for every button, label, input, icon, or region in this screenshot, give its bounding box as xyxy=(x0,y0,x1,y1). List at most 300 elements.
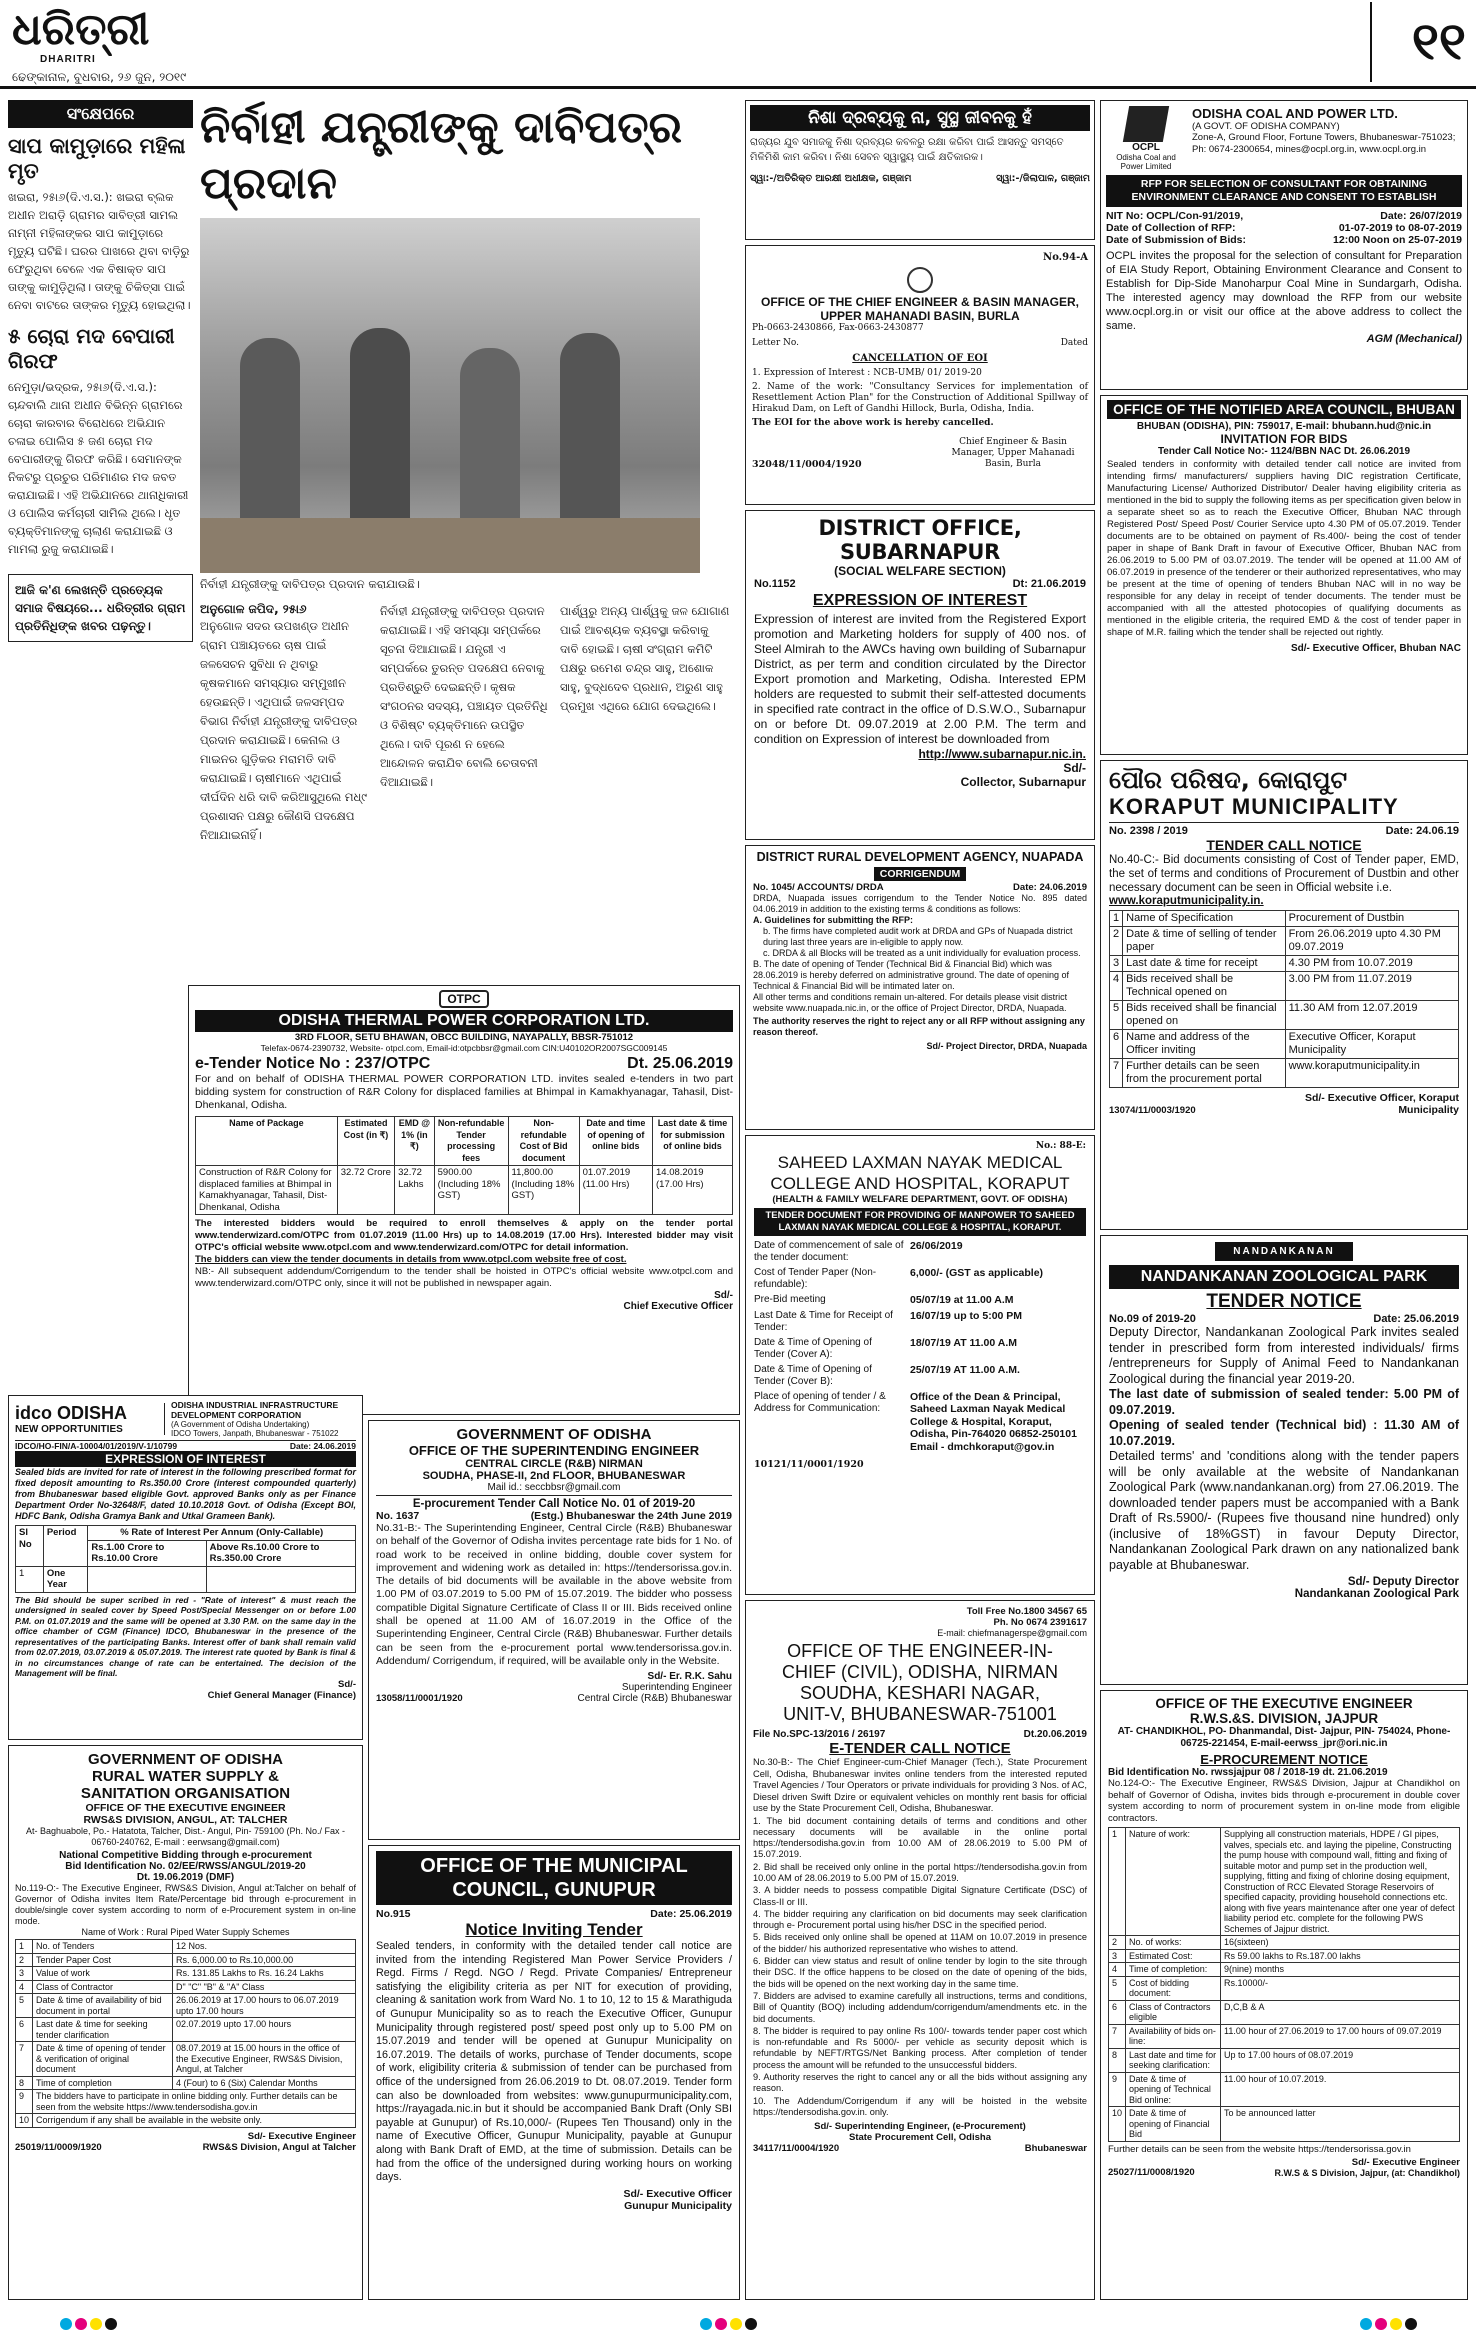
idco-row-period: One Year xyxy=(43,1566,88,1592)
rwss-ncb: National Competitive Bidding through e-procurement xyxy=(59,1850,312,1861)
otpc-sign-1: Sd/- xyxy=(714,1290,733,1301)
kor-table-row xyxy=(1110,1001,1459,1030)
idco-ref: IDCO/HO-FIN/A-10004/01/2019/V-1/10799 xyxy=(15,1441,178,1451)
brief-2-headline: ୫ ଚୋରା ମଦ ବେପାରୀ ଗିରଫ xyxy=(8,324,175,373)
sln-title-2: COLLEGE AND HOSPITAL, KORAPUT xyxy=(770,1174,1070,1193)
gun-title xyxy=(376,1851,732,1905)
kor-table xyxy=(1109,910,1459,1088)
rwss-table-cell: Rs. 131.85 Lakhs to Rs. 16.24 Lakhs xyxy=(173,1967,356,1981)
jaj-table-cell: Class of Contractors eligible xyxy=(1126,2000,1221,2024)
jaj-table-cell: 3 xyxy=(1109,1949,1126,1963)
rnb-body: No.31-B:- The Superintending Engineer, Central Circle (R&B) Bhubaneswar on behalf of the Governor of Odisha invites percentage rate bids for 1 No. of road work to be received in online bidding, double cover system for improvement and widening work as detailed in: https://tendersorissa.gov.in. The details of bid documents will be available in the above website from 1.00 PM of 03.07.2019 to 5.00 PM of 15.07.2019. The bidder who possess compatible Digital Signature Certificate of Class II or III. Bids received online shall be opened at 11.00 AM of 16.07.2019 in the Office of the Superintending Engineer, Central Circle (R&B) Bhubaneswar. Further details can be seen from the e-procurement portal www.tendersorissa.gov.in. Addendum/ Corrigendum, if required, will be available only in the Website. xyxy=(376,1522,732,1667)
nac-sub: INVITATION FOR BIDS xyxy=(1220,432,1348,446)
ad-koraput-municipality xyxy=(1100,760,1468,1230)
jaj-table-row xyxy=(1109,1949,1460,1963)
nua-body: DRDA, Nuapada issues corrigendum to the Tender Notice No. 895 dated 04.06.2019 in addition to the existing terms & conditions as follows: xyxy=(753,893,1087,914)
rnb-no: No. 1637 xyxy=(376,1510,420,1522)
kor-table-row xyxy=(1110,927,1459,956)
eic-item: 10. The Addendum/Corrigendum if any will be hoisted in the website https://tendersodisha.gov.in. only. xyxy=(753,2095,1087,2117)
ocpl-sign: AGM (Mechanical) xyxy=(1366,333,1462,345)
rnb-mail: Mail id.: seccbbsr@gmail.com xyxy=(487,1482,621,1493)
jaj-bid: Bid Identification No. rwssjajpur 08 / 2018-19 dt. 21.06.2019 xyxy=(1108,1767,1388,1778)
ad-bhuban-nac xyxy=(1100,395,1468,755)
rwss-table-cell: 3 xyxy=(16,1967,33,1981)
kor-table-cell: 7 xyxy=(1110,1059,1123,1088)
otpc-title: ODISHA THERMAL POWER CORPORATION LTD. xyxy=(195,1010,733,1032)
otpc-table-cell: 01.07.2019 (11.00 Hrs) xyxy=(579,1166,652,1215)
kor-head: TENDER CALL NOTICE xyxy=(1206,837,1362,853)
kor-table-cell: Last date & time for receipt xyxy=(1123,956,1285,972)
nua-dt: Date: 24.06.2019 xyxy=(1013,882,1087,893)
registration-marks-center xyxy=(700,2318,757,2330)
idco-org: ODISHA INDUSTRIAL INFRASTRUCTURE DEVELOPMENT CORPORATION xyxy=(171,1400,339,1420)
idco-org-2: (A Government of Odisha Undertaking) xyxy=(171,1420,310,1429)
otpc-table-header: Last date & time for submission of online bids xyxy=(653,1117,733,1166)
nua-b1: b. The firms have completed audit work at DRDA and GPs of Nuapada district during last three years are in-eligible to apply now. xyxy=(763,926,1073,947)
photo-caption: ନିର୍ବାହୀ ଯନ୍ତ୍ରୀଙ୍କୁ ଦାବିପତ୍ର ପ୍ରଦାନ କରାଯାଉଛି। xyxy=(200,577,420,591)
idco-title: ODISHA xyxy=(57,1403,128,1423)
rwss-table-cell: 10 xyxy=(16,2114,33,2128)
jaj-table-cell: Date & time of opening of Technical Bid online: xyxy=(1126,2072,1221,2107)
idco-sign-1: Sd/- xyxy=(338,1678,356,1690)
nac-title: OFFICE OF THE NOTIFIED AREA COUNCIL, BHUBAN xyxy=(1107,400,1461,419)
kor-table-cell: 3 xyxy=(1110,956,1123,972)
nua-a: A. Guidelines for submitting the RFP: xyxy=(753,915,914,925)
rwss-table-cell: 4 (Four) to 6 (Six) Calendar Months xyxy=(173,2076,356,2090)
kor-table-cell: 1 xyxy=(1110,911,1123,927)
magenta-swatch xyxy=(1375,2318,1387,2330)
eic-ref: 34117/11/0004/1920 xyxy=(753,2143,840,2155)
nua-rest: All other terms and conditions remain un-altered. For details please visit district website www.nuapada.nic.in, or the office of Project Director, DRDA, Nuapada. xyxy=(753,992,1068,1013)
kor-table-cell: Bids received shall be Technical opened on xyxy=(1123,972,1285,1001)
rwss-table-cell: 5 xyxy=(16,1994,33,2018)
idco-col-3: Rs.1.00 Crore to Rs.10.00 Crore xyxy=(88,1540,206,1566)
jaj-table-row xyxy=(1109,1976,1460,2000)
sln-ref: 10121/11/0001/1920 xyxy=(754,1459,864,1470)
eic-t4: UNIT-V, BHUBANESWAR-751001 xyxy=(783,1704,1057,1724)
umb-work: 2. Name of the work: "Consultancy Services for implementation of Resettlement Action Plan" for the Construction of Additional Spillway of Hirakud Dam, on Left of Gandhi Hillock, Burla, Odisha, India. xyxy=(752,382,1088,414)
otpc-table-header: Estimated Cost (in ₹) xyxy=(337,1117,394,1166)
jaj-table-cell: 11.00 hour of 27.06.2019 to 17.00 hours of 09.07.2019 xyxy=(1221,2024,1460,2048)
sln-no: No.: 88-E: xyxy=(1035,1141,1086,1151)
black-swatch xyxy=(105,2318,117,2330)
kor-table-cell: 4 xyxy=(1110,972,1123,1001)
jaj-table-cell: 4 xyxy=(1109,1963,1126,1977)
otpc-contact: Telefax-0674-2390732, Website- otpcl.com, Email-id:otpcbbsr@gmail.com CIN:U40102OR2007SGC009145 xyxy=(260,1043,668,1053)
jaj-table-cell: 7 xyxy=(1109,2024,1126,2048)
ocpl-logo-label: OCPL xyxy=(1132,142,1160,153)
kor-table-cell: Procurement of Dustbin xyxy=(1285,911,1458,927)
brief-1-headline: ସାପ କାମୁଡ଼ାରେ ମହିଳା ମୃତ xyxy=(8,134,186,183)
idco-col-period: Period xyxy=(43,1526,88,1567)
sln-row-label: Cost of Tender Paper (Non-refundable): xyxy=(754,1267,877,1290)
rnb-t1: GOVERNMENT OF ODISHA xyxy=(456,1426,652,1443)
rwss-table-cell: Value of work xyxy=(33,1967,173,1981)
nac-notice: Tender Call Notice No:- 1124/BBN NAC Dt. 26.06.2019 xyxy=(1157,446,1411,457)
otpc-table-cell: 14.08.2019 (17.00 Hrs) xyxy=(653,1166,733,1215)
briefs-column xyxy=(8,100,193,1390)
eic-t1: OFFICE OF THE ENGINEER-IN- xyxy=(787,1641,1053,1661)
rwss-table-cell: The bidders have to participate in online bidding only. Further details can be seen from the website https://www.tendersodisha.gov.in xyxy=(33,2090,356,2114)
ad-upper-mahanadi xyxy=(745,245,1095,505)
umb-expr: 1. Expression of Interest : NCB-UMB/ 01/ 2019-20 xyxy=(752,368,982,378)
rwss-table-cell: 9 xyxy=(16,2090,33,2114)
rwss-dt: Dt. 19.06.2019 (DMF) xyxy=(136,1872,235,1883)
sub-body: Expression of interest are invited from the Registered Export promotion and Marketing holders for supply of 400 nos. of Steel Almirah to the AWCs having own building of Subarnapur District, as per term and condition circulated by the Director Export promotion and Marketing, Odisha. Interested EPM holders are requested to submit their self-attested documents in specified rate contract in the office of D.S.W.O., Subarnapur on or before Dt. 09.07.2019 at 2.00 P.M. The term and condition on Expression of interest be downloaded from xyxy=(754,612,1086,746)
ocpl-row2-value: 12:00 Noon on 25-07-2019 xyxy=(1333,234,1462,246)
rwss-table-cell: 12 Nos. xyxy=(173,1940,356,1954)
sln-row-label: Place of opening of tender / & Address for Communication: xyxy=(754,1390,886,1414)
eic-body: No.30-B:- The Chief Engineer-cum-Chief Manager (Tech.), State Procurement Cell, Odisha, Bhubaneswar invites online tenders from the interested reputed Travel Agencies / Tour Operators or private individuals for providing 3 Nos. of AC, Diesel driven Swift Dzire or equivalent vehicles on monthly rent basis for official use by the State Procurement Cell, Odisha, Bhubaneswar. xyxy=(753,1757,1087,1813)
idco-tbl-head: % Rate of Interest Per Annum (Only-Callable) xyxy=(88,1526,356,1541)
idco-dt: Date: 24.06.2019 xyxy=(289,1441,356,1451)
gun-sign-2: Gunupur Municipality xyxy=(624,2199,732,2212)
rwss-table-row xyxy=(16,2114,356,2128)
gun-dt: Date: 25.06.2019 xyxy=(650,1908,732,1920)
rwss-table-cell: Class of Contractor xyxy=(33,1980,173,1994)
rwss-table-row xyxy=(16,2042,356,2077)
eic-item: 7. Bidders are advised to examine carefully all instructions, terms and conditions, Bill of Quantity (BOQ) including addendum/corrigendum/amendments etc. in the bid documents. xyxy=(753,1990,1087,2024)
idco-head: EXPRESSION OF INTEREST xyxy=(15,1451,356,1467)
otpc-sign-2: Chief Executive Officer xyxy=(623,1301,733,1312)
ocpl-nit: NIT No: OCPL/Con-91/2019, xyxy=(1106,210,1244,222)
ocpl-nit-date: Date: 26/07/2019 xyxy=(1380,210,1462,222)
eic-item: 1. The bid document containing details of terms and conditions and other necessary documents will be available in the online portal https://tendersodisha.gov.in from 10.00 AM of 28.06.2019 to 5.00 PM of 15.07.2019. xyxy=(753,1815,1087,1860)
jaj-addr: AT- CHANDIKHOL, PO- Dhanmandal, Dist- Jajpur, PIN- 754024, Phone- 06725-221454, E-mail-eerwss_jpr@ori.nic.in xyxy=(1117,1726,1451,1749)
otpc-body: For and on behalf of ODISHA THERMAL POWER CORPORATION LTD. invites sealed e-tenders in two part bidding system for construction of R&R Colony for displaced families at Bhimpal in Kamakhyanagar, Tahasil, Dist-Dhenkanal, Odisha. xyxy=(195,1073,733,1111)
page-number: ୧୧ xyxy=(1370,2,1466,82)
jaj-table-cell: Time of completion: xyxy=(1126,1963,1221,1977)
ocpl-sub: (A GOVT. OF ODISHA COMPANY) xyxy=(1192,121,1340,132)
otpc-foot-3: NB:- All subsequent addendum/Corrigendum to the tender shall be hoisted in OTPC's official website www.otpcl.com and www.tenderwizard.com/OTPC only, since it will not be published in newspaper again. xyxy=(195,1266,733,1289)
kor-table-cell: 4.30 PM from 10.07.2019 xyxy=(1285,956,1458,972)
rnb-ref: 13058/11/0001/1920 xyxy=(376,1693,463,1705)
rwss-table-cell: Time of completion xyxy=(33,2076,173,2090)
idco-addr: IDCO Towers, Janpath, Bhubaneswar - 751022 xyxy=(171,1429,339,1438)
sub-link[interactable]: http://www.subarnapur.nic.in. xyxy=(918,747,1086,761)
nk-sign-1: Sd/- Deputy Director xyxy=(1347,1576,1459,1588)
jaj-table-cell: Up to 17.00 hours of 08.07.2019 xyxy=(1221,2048,1460,2072)
rwss-table-cell: D" "C" "B" & "A" Class xyxy=(173,1980,356,1994)
magenta-swatch xyxy=(75,2318,87,2330)
jaj-t2: R.W.S.&S. DIVISION, JAJPUR xyxy=(1189,1711,1379,1726)
ocpl-row2-label: Date of Submission of Bids: xyxy=(1106,234,1247,246)
rwss-table-row xyxy=(16,2076,356,2090)
ad-nuapada-drda xyxy=(745,845,1095,1130)
ad-otpc xyxy=(188,985,740,1415)
otpc-table-header: Non-refundable Cost of Bid document xyxy=(508,1117,579,1166)
sln-row-value: 05/07/19 at 11.00 A.M xyxy=(910,1294,1014,1306)
rwss-table-cell: 7 xyxy=(16,2042,33,2077)
ad-rwss-angul xyxy=(8,1745,363,2300)
otpc-table-header: EMD @ 1% (in ₹) xyxy=(395,1117,435,1166)
otpc-table xyxy=(195,1116,733,1215)
sub-sign-1: Sd/- xyxy=(1063,761,1086,775)
jaj-table-cell: D,C,B & A xyxy=(1221,2000,1460,2024)
ocpl-body: OCPL invites the proposal for the selection of consultant for Preparation of EIA Study Report, Obtaining Environment Clearance and Consent to Establish for Dip-Side Manoharpur Coal Mine in Sundargarh, Odisha. The interested agency may download the RFP from our website www.ocpl.org.in or visit our office at the above address to collect the same. xyxy=(1106,250,1462,332)
rwss-ref: 25019/11/0009/1920 xyxy=(15,2141,102,2153)
sln-row xyxy=(754,1310,1086,1334)
sub-sign-2: Collector, Subarnapur xyxy=(960,775,1086,789)
jaj-table-cell: 5 xyxy=(1109,1976,1126,2000)
jaj-table-cell: 8 xyxy=(1109,2048,1126,2072)
story-photo xyxy=(200,218,700,573)
nua-c1: c. DRDA & all Blocks will be treated as a unit individually for evaluation process. xyxy=(763,948,1081,958)
idco-col-sl: Sl No xyxy=(16,1526,44,1567)
ad-drug-awareness xyxy=(745,100,1095,240)
kor-table-cell: 3.00 PM from 11.07.2019 xyxy=(1285,972,1458,1001)
kor-table-row xyxy=(1110,972,1459,1001)
kor-table-row xyxy=(1110,1059,1459,1088)
jaj-table-row xyxy=(1109,2107,1460,2142)
masthead xyxy=(0,0,1476,95)
govt-emblem-icon xyxy=(907,267,933,293)
jaj-table-row xyxy=(1109,1828,1460,1936)
rwss-table-row xyxy=(16,2018,356,2042)
nk-sign-2: Nandankanan Zoological Park xyxy=(1294,1588,1459,1600)
jaj-table xyxy=(1108,1827,1460,2142)
idco-body: Sealed bids are invited for rate of interest in the following prescribed format for fixed deposit amounting to Rs.350.00 Crore (interest compounded quarterly) from Bhubaneswar based eligible Govt. approved Banks only as per Finance Department Order No-32648/F, dated 10.10.2018 Govt. of Odisha (Except BOI, HDFC Bank, Odisha Gramya Bank and Utkal Grameen Bank). xyxy=(15,1467,356,1521)
eic-item: 8. The bidder is required to pay online Rs 100/- towards tender paper cost which is non-refundable and Rs 5000/- per vehicle as security deposit which is refundable by NEFT/RTGS/Net Banking process. After completion of tender process the amount will be refunded to the unsuccessful bidders. xyxy=(753,2025,1087,2070)
yellow-swatch xyxy=(1390,2318,1402,2330)
kor-table-cell: Date & time of selling of tender paper xyxy=(1123,927,1285,956)
otpc-table-cell: 5900.00 (Including 18% GST) xyxy=(434,1166,508,1215)
rwss-table-cell: Rs. 6,000.00 to Rs.10,000.00 xyxy=(173,1953,356,1967)
ad-slnmch xyxy=(745,1135,1095,1595)
idco-sub: NEW OPPORTUNITIES xyxy=(15,1424,123,1435)
ad-eic-nirman xyxy=(745,1600,1095,2300)
eic-item: 2. Bid shall be received only online in the portal https://tendersodisha.gov.in from 10.00 AM of 28.06.2019 to 5.00 PM of 15.07.2019. xyxy=(753,1861,1087,1883)
jaj-table-cell: Last date and time for seeking clarification: xyxy=(1126,2048,1221,2072)
jaj-table-row xyxy=(1109,2000,1460,2024)
jaj-table-cell: Estimated Cost: xyxy=(1126,1949,1221,1963)
rwss-table-cell: 8 xyxy=(16,2076,33,2090)
rwss-sign-1: Sd/- Executive Engineer xyxy=(247,2130,356,2142)
jaj-table-cell: 16(sixteen) xyxy=(1221,1936,1460,1950)
jaj-table-cell: No. of works: xyxy=(1126,1936,1221,1950)
jaj-table-cell: Nature of work: xyxy=(1126,1828,1221,1936)
nac-sign: Sd/- Executive Officer, Bhuban NAC xyxy=(1290,643,1461,654)
black-swatch xyxy=(745,2318,757,2330)
rwss-table-cell: Tender Paper Cost xyxy=(33,1953,173,1967)
sln-row-value: 25/07/19 AT 11.00 A.M. xyxy=(910,1363,1020,1376)
jaj-table-cell: 2 xyxy=(1109,1936,1126,1950)
sln-row-value: 16/07/19 up to 5:00 PM xyxy=(910,1309,1023,1322)
nk-body-1: Deputy Director, Nandankanan Zoological Park invites sealed tender in prescribed form from interested individuals/ firms /entrepreneurs for Supply of Animal Feed to Nandankanan Zoological during the financial year 2019-20. xyxy=(1109,1325,1459,1386)
nk-body-2: The last date of submission of sealed tender: 5.00 PM of 09.07.2019. xyxy=(1109,1387,1459,1417)
photo-figure xyxy=(240,338,300,538)
idco-foot: The Bid should be super scribed in red - "Rate of interest" & must reach the undersigned in sealed cover by Speed Post/Special Messenger on or before 1.00 P.M. on 01.07.2019 and the same will be opened at 3.30 P.M. on the same day in the office chamber of CGM (Finance) IDCO, Bhubaneswar in the presence of the representatives of the participating Banks. Interest offer of bank shall remain valid from 02.07.2019, 03.07.2019 & 05.07.2019. The interest rate quoted by Bank is final & in no circumstances change of rate can be entertained. The decision of the Management will be final. xyxy=(15,1594,356,1678)
nk-no: No.09 of 2019-20 xyxy=(1109,1313,1196,1325)
nua-sign: Sd/- Project Director, DRDA, Nuapada xyxy=(926,1041,1087,1051)
jaj-table-cell: To be announced latter xyxy=(1221,2107,1460,2142)
magenta-swatch xyxy=(715,2318,727,2330)
rwss-table-cell: 4 xyxy=(16,1980,33,1994)
ad-rwss-jajpur xyxy=(1100,1690,1468,2300)
jaj-table-cell: 1 xyxy=(1109,1828,1126,1936)
sln-row-value: Office of the Dean & Principal, Saheed Laxman Nayak Medical College & Hospital, Koraput, Odisha, Pin-764020 06852-250101 Email - dmchkoraput@gov.in xyxy=(910,1390,1077,1453)
jaj-foot: Further details can be seen from the website https://tendersorissa.gov.in xyxy=(1108,2143,1411,2155)
rwss-table-cell: Corrigendum if any shall be available in the website only. xyxy=(33,2114,356,2128)
eic-head: E-TENDER CALL NOTICE xyxy=(829,1740,1011,1757)
rwss-table-cell: 2 xyxy=(16,1953,33,1967)
photo-table xyxy=(200,518,700,573)
kor-table-cell: From 26.06.2019 upto 4.30 PM 09.07.2019 xyxy=(1285,927,1458,956)
nua-title: DISTRICT RURAL DEVELOPMENT AGENCY, NUAPADA xyxy=(756,850,1084,864)
idco-sign-2: Chief General Manager (Finance) xyxy=(207,1689,356,1701)
eic-item: 3. A bidder needs to possess compatible Digital Signature Certificate (DSC) of Class-II or III. xyxy=(753,1885,1087,1907)
umb-letter: Letter No. xyxy=(752,337,800,348)
photo-figure xyxy=(460,348,520,538)
eic-item: 4. The bidder requiring any clarification on bid documents may seek clarification through e- Procurement portal using his/her DSC in the specified period. xyxy=(753,1908,1087,1931)
sln-sub: (HEALTH & FAMILY WELFARE DEPARTMENT, GOVT. OF ODISHA) xyxy=(772,1194,1068,1205)
rwss-body: No.119-O:- The Executive Engineer, RWS&S Division, Angul at:Talcher on behalf of Governor of Odisha invites Item Rate/Percentage bid through e-procurement in double/single cover system according to norm of e-Procurement system in on-line mode. xyxy=(15,1883,356,1926)
story-dateline: ଅନୁଗୋଳ ଜପିଦ, ୨୫ା୬ xyxy=(200,602,307,616)
kor-site[interactable]: www.koraputmunicipality.in. xyxy=(1109,895,1264,907)
brief-1-body: ଖଇରା, ୨୫ା୬(ଦି.ଏ.ସ.): ଖଇରା ବ୍ଲକ ଅଧୀନ ଅରାଡ଼ି ଗ୍ରାମର ସାବିତ୍ରୀ ସାମଲ ନାମ୍ନୀ ମହିଳାଙ୍କର ସାପ କାମୁଡ଼ାରେ ମୃତ୍ୟୁ ଘଟିଛି। ଘରର ପାଖରେ ଥିବା ବାଡ଼ିରୁ ଫେରୁଥିବା ବେଳେ ଏକ ବିଷାକ୍ତ ସାପ ତାଙ୍କୁ କାମୁଡ଼ିଥିଲା। ତାଙ୍କୁ ଚିକିତ୍ସା ପାଇଁ ନେବା ବାଟରେ ତାଙ୍କର ମୃତ୍ୟୁ ହୋଇଥିଲା। xyxy=(8,190,191,312)
sln-row xyxy=(754,1294,1086,1307)
otpc-logo: OTPC xyxy=(439,990,488,1008)
gun-t1: OFFICE OF THE MUNICIPAL xyxy=(420,1855,688,1877)
eic-sign-1: Sd/- Superintending Engineer, (e-Procurement) xyxy=(814,2121,1026,2133)
rwss-t4: OFFICE OF THE EXECUTIVE ENGINEER xyxy=(85,1802,286,1814)
sln-row xyxy=(754,1337,1086,1361)
sln-row xyxy=(754,1391,1086,1454)
sln-row xyxy=(754,1364,1086,1388)
kor-title: KORAPUT MUNICIPALITY xyxy=(1109,794,1399,819)
nua-right: The authority reserves the right to reject any or all RFP without assigning any reason thereof. xyxy=(753,1016,1085,1037)
rnb-notice: E-procurement Tender Call Notice No. 01 of 2019-20 xyxy=(376,1495,732,1510)
jaj-head: E-PROCUREMENT NOTICE xyxy=(1200,1752,1368,1767)
rwss-table-row xyxy=(16,1953,356,1967)
story-headline: ନିର୍ବାହୀ ଯନ୍ତ୍ରୀଙ୍କୁ ଦାବିପତ୍ର ପ୍ରଦାନ xyxy=(200,102,682,209)
umb-sign: Chief Engineer & Basin Manager, Upper Mahanadi Basin, Burla xyxy=(951,437,1075,469)
otpc-table-cell: Construction of R&R Colony for displaced families at Bhimpal in Kamakhyanagar, Tahasil, Dist-Dhenkanal, Odisha xyxy=(196,1166,338,1215)
print-registration-strip xyxy=(0,2310,1476,2339)
nua-b: B. The date of opening of Tender (Technical Bid & Financial Bid) which was 28.06.2019 is hereby deferred on administrative ground. The date of opening of Technical & Financial Bid will be intimated later on. xyxy=(753,959,1070,991)
jaj-table-cell: 11.00 hour of 10.07.2019. xyxy=(1221,2072,1460,2107)
drug-ad-title: ନିଶା ଦ୍ରବ୍ୟକୁ ନା, ସୁସ୍ଥ ଜୀବନକୁ ହଁ xyxy=(750,105,1090,131)
nk-body-4: Detailed terms' and 'conditions along with the tender papers will be only available at the website of Nandankanan Zoological Park (www.nandankanan.org) from 27.06.2019. The downloaded tender papers must be accompanied with a Bank Draft of Rs.5900/- (Rupees five thousand nine hundred) only (inclusive of 18%GST) in favour Deputy Director, Nandankanan Zoological Park drawn on any nationalized bank payable at Bhubaneswar. xyxy=(1109,1449,1459,1572)
nk-dt: Date: 25.06.2019 xyxy=(1373,1313,1459,1325)
idco-table xyxy=(15,1525,356,1593)
sln-row-label: Date & Time of Opening of Tender (Cover A): xyxy=(754,1336,872,1360)
story-body-2: ନିର୍ବାହୀ ଯନ୍ତ୍ରୀଙ୍କୁ ଦାବିପତ୍ର ପ୍ରଦାନ କରାଯାଇଛି। ଏହି ସମସ୍ୟା ସମ୍ପର୍କରେ ସୂଚନା ଦିଆଯାଇଛି। ଯନ୍ତ୍ରୀ ଏ ସମ୍ପର୍କରେ ତୁରନ୍ତ ପଦକ୍ଷେପ ନେବାକୁ ପ୍ରତିଶ୍ରୁତି ଦେଇଛନ୍ତି। କୃଷକ ସଂଗଠନର ସଦସ୍ୟ, ପଞ୍ଚାୟତ ପ୍ରତିନିଧି ଓ ବିଶିଷ୍ଟ ବ୍ୟକ୍ତିମାନେ ଉପସ୍ଥିତ ଥିଲେ। ଦାବି ପୂରଣ ନ ହେଲେ ଆନ୍ଦୋଳନ କରାଯିବ ବୋଲି ଚେତାବନୀ ଦିଆଯାଇଛି। xyxy=(380,604,548,789)
rwss-sign-2: RWS&S Division, Angul at Talcher xyxy=(202,2141,356,2153)
rwss-table-row xyxy=(16,1994,356,2018)
kor-sign: Sd/- Executive Officer, Koraput Municipality xyxy=(1304,1092,1459,1116)
photo-figure xyxy=(350,328,410,538)
nk-head: TENDER NOTICE xyxy=(1206,1291,1362,1312)
nac-body: Sealed tenders in conformity with detailed tender call notice are invited from intending firms/ manufacturers/ suppliers having DIC registration Certificate, Manufacturing License/ Authorized Distributor/ Dealer having eligibility criteria as mentioned in the bid to supply the following items as per specification given below in a separate sheet so as to reach the Executive Officer, Bhuban NAC through Registered Post/ Speed Post/ Courier Service upto 4.30 PM of 05.07.2019. Tender documents are to be obtained on payment of Rs.400/- being the cost of tender paper in shape of Bank Draft in favour of Executive Officer, Bhuban NAC from 26.06.2019 to 5.00 PM of 03.07.2019. The tender will be opened at 11.00 AM of 06.07.2019 in presence of the tenderer or their authorized representatives, who may be present at the time of opening of tenders Bhuban NAC will in no way be responsible for any delay in receipt of tender documents. The tender must be accompanied with all the attested photocopies of qualifying documents as mentioned in the eligible criteria, the required EMD & the cost of tender paper in shape of M.R. failing which the tender shall be rejected out rightly. xyxy=(1107,459,1461,638)
masthead-logo: ଧରିତ୍ରୀ xyxy=(12,4,150,55)
sln-row xyxy=(754,1267,1086,1291)
jaj-table-cell: Cost of bidding document: xyxy=(1126,1976,1221,2000)
eic-mail: E-mail: chiefmanagerspe@gmail.com xyxy=(937,1628,1087,1638)
umb-contact: Ph-0663-2430866, Fax-0663-2430877 xyxy=(752,322,924,333)
kor-title-odia: ପୌର ପରିଷଦ, କୋରାପୁଟ xyxy=(1109,766,1348,794)
rnb-t4: SOUDHA, PHASE-II, 2nd FLOOR, BHUBANESWAR xyxy=(422,1470,686,1482)
cyan-swatch xyxy=(60,2318,72,2330)
rwss-t5: RWS&S DIVISION, ANGUL, AT: TALCHER xyxy=(83,1814,288,1826)
registration-marks-left xyxy=(60,2318,117,2330)
masthead-logo-sub: DHARITRI xyxy=(40,54,96,65)
nk-logo: NANDANKANAN xyxy=(1215,1242,1352,1261)
kor-table-cell: 11.30 AM from 12.07.2019 xyxy=(1285,1001,1458,1030)
sln-row-label: Date of commencement of sale of the tender document: xyxy=(754,1240,904,1263)
nua-no: No. 1045/ ACCOUNTS/ DRDA xyxy=(753,882,884,893)
rwss-table-cell: Last date & time for seeking tender clarification xyxy=(33,2018,173,2042)
rwss-table-cell: 08.07.2019 at 15.00 hours in the office of the Executive Engineer, RWS&S Division, Angul, at Talcher xyxy=(173,2042,356,2077)
cyan-swatch xyxy=(700,2318,712,2330)
drug-ad-sign-right: ସ୍ୱା:-/ଜିଲାପାଳ, ଗଞ୍ଜାମ xyxy=(996,173,1090,184)
jaj-sign-1: Sd/- Executive Engineer xyxy=(1351,2156,1460,2168)
jaj-table-cell: 10 xyxy=(1109,2107,1126,2142)
sln-title-1: SAHEED LAXMAN NAYAK MEDICAL xyxy=(777,1153,1063,1172)
eic-t2: CHIEF (CIVIL), ODISHA, NIRMAN xyxy=(781,1662,1059,1682)
black-swatch xyxy=(1405,2318,1417,2330)
yellow-swatch xyxy=(90,2318,102,2330)
main-story xyxy=(200,100,740,980)
sln-row-label: Pre-Bid meeting xyxy=(754,1294,826,1305)
kor-table-cell: Bids received shall be financial opened on xyxy=(1123,1001,1285,1030)
sub-head: EXPRESSION OF INTEREST xyxy=(812,592,1028,609)
sln-row-value: 26/06/2019 xyxy=(910,1240,963,1252)
otpc-dt: Dt. 25.06.2019 xyxy=(627,1055,733,1072)
idco-row-sl: 1 xyxy=(16,1566,44,1592)
sub-sub: (SOCIAL WELFARE SECTION) xyxy=(834,564,1006,578)
story-body-1: ଅନୁଗୋଳ ସଦର ଉପଖଣ୍ଡ ଅଧୀନ ଗ୍ରାମ ପଞ୍ଚାୟତରେ ଚାଷ ପାଇଁ ଜଳସେଚନ ସୁବିଧା ନ ଥିବାରୁ କୃଷକମାନେ ସମସ୍ୟାର ସମ୍ମୁଖୀନ ହେଉଛନ୍ତି। ଏଥିପାଇଁ ଜଳସମ୍ପଦ ବିଭାଗ ନିର୍ବାହୀ ଯନ୍ତ୍ରୀଙ୍କୁ ଦାବିପତ୍ର ପ୍ରଦାନ କରାଯାଇଛି। କେନାଲ ଓ ମାଇନର ଗୁଡ଼ିକର ମରାମତି ଦାବି କରାଯାଇଛି। ଚାଷୀମାନେ ଏଥିପାଇଁ ଦୀର୍ଘଦିନ ଧରି ଦାବି କରିଆସୁଥିଲେ ମଧ୍୯ ପ୍ରଶାସନ ପକ୍ଷରୁ କୌଣସି ପଦକ୍ଷେପ ନିଆଯାଇନାହିଁ। xyxy=(200,619,367,842)
ocpl-company: ODISHA COAL AND POWER LTD. xyxy=(1192,106,1398,121)
rwss-bid: Bid Identification No. 02/EE/RWSS/ANGUL/2019-20 xyxy=(65,1861,306,1872)
sln-row-label: Date & Time of Opening of Tender (Cover B): xyxy=(754,1363,872,1387)
kor-table-cell: Name of Specification xyxy=(1123,911,1285,927)
eic-toll: Toll Free No.1800 34567 65 xyxy=(966,1606,1087,1617)
jaj-table-row xyxy=(1109,1963,1460,1977)
idco-logo: idco xyxy=(15,1403,53,1423)
otpc-notice: e-Tender Notice No : 237/OTPC xyxy=(195,1055,431,1072)
otpc-table-cell: 11,800.00 (Including 18% GST) xyxy=(508,1166,579,1215)
umb-note: The EOI for the above work is hereby cancelled. xyxy=(752,418,994,428)
ocpl-banner: RFP FOR SELECTION OF CONSULTANT FOR OBTAINING ENVIRONMENT CLEARANCE AND CONSENT TO ESTABLISH xyxy=(1106,175,1462,207)
gun-t2: COUNCIL, GUNUPUR xyxy=(452,1879,656,1901)
jaj-t1: OFFICE OF THE EXECUTIVE ENGINEER xyxy=(1155,1696,1413,1711)
masthead-rule xyxy=(0,86,1476,89)
rnb-t3: CENTRAL CIRCLE (R&B) NIRMAN xyxy=(465,1458,643,1470)
kor-table-cell: 5 xyxy=(1110,1001,1123,1030)
ad-gunupur xyxy=(368,1845,740,2300)
jaj-table-cell: Supplying all construction materials, HDPE / GI pipes, valves, specials etc. and laying the pipeline, Constructing the pump house with compound wall, fitting and fixing of suitable motor and pump set in the production well, supplying, fitting and fixing of chlorine dosing equipment, Construction of RCC Elevated Storage Reservoirs of specified capacity, providing household connections etc. along with five years maintenance after one year of defect liability period etc. complete for the following PWS Schemes of Jajpur district. xyxy=(1221,1828,1460,1936)
jaj-table-row xyxy=(1109,1936,1460,1950)
ocpl-logo-icon xyxy=(1123,106,1169,142)
otpc-table-cell: 32.72 Crore xyxy=(337,1166,394,1215)
ocpl-address: Zone-A, Ground Floor, Fortune Towers, Bhubaneswar-751023; Ph: 0674-2300654, mines@ocpl.org.in, www.ocpl.org.in xyxy=(1192,132,1456,155)
rwss-addr: At- Baghuabole, Po.- Hatatota, Talcher, Dist.- Angul, Pin- 759100 (Ph. No./ Fax - 06760-240762, E-mail : eerwsang@gmail.com) xyxy=(25,1826,345,1847)
jaj-table-cell: 9(nine) months xyxy=(1221,1963,1460,1977)
ad-rnb-central xyxy=(368,1420,740,1840)
jaj-sign-2: R.W.S & S Division, Jajpur, (at: Chandikhol) xyxy=(1274,2167,1460,2178)
rnb-dt: (Estg.) Bhubaneswar the 24th June 2019 xyxy=(530,1510,732,1522)
rwss-table-row xyxy=(16,1980,356,1994)
rwss-table-row xyxy=(16,2090,356,2114)
ocpl-row1-value: 01-07-2019 to 08-07-2019 xyxy=(1338,222,1462,234)
jaj-table-cell: Date & time of opening of Financial Bid xyxy=(1126,2107,1221,2142)
rwss-table xyxy=(15,1939,356,2128)
promo-box: ଆଜି କ'ଣ ଲେଖନ୍ତି ପ୍ରତ୍ୟେକ ସମାଜ ବିଷୟରେ... ଧରିତ୍ରୀର ଗ୍ରାମ ପ୍ରତିନିଧିଙ୍କ ଖବର ପଢ଼ନ୍ତୁ। xyxy=(8,574,193,642)
rwss-table-cell: 26.06.2019 at 17.00 hours to 06.07.2019 upto 17.00 hours xyxy=(173,1994,356,2018)
nk-title: NANDANKANAN ZOOLOGICAL PARK xyxy=(1109,1265,1459,1289)
kor-table-cell: Executive Officer, Koraput Municipality xyxy=(1285,1030,1458,1059)
